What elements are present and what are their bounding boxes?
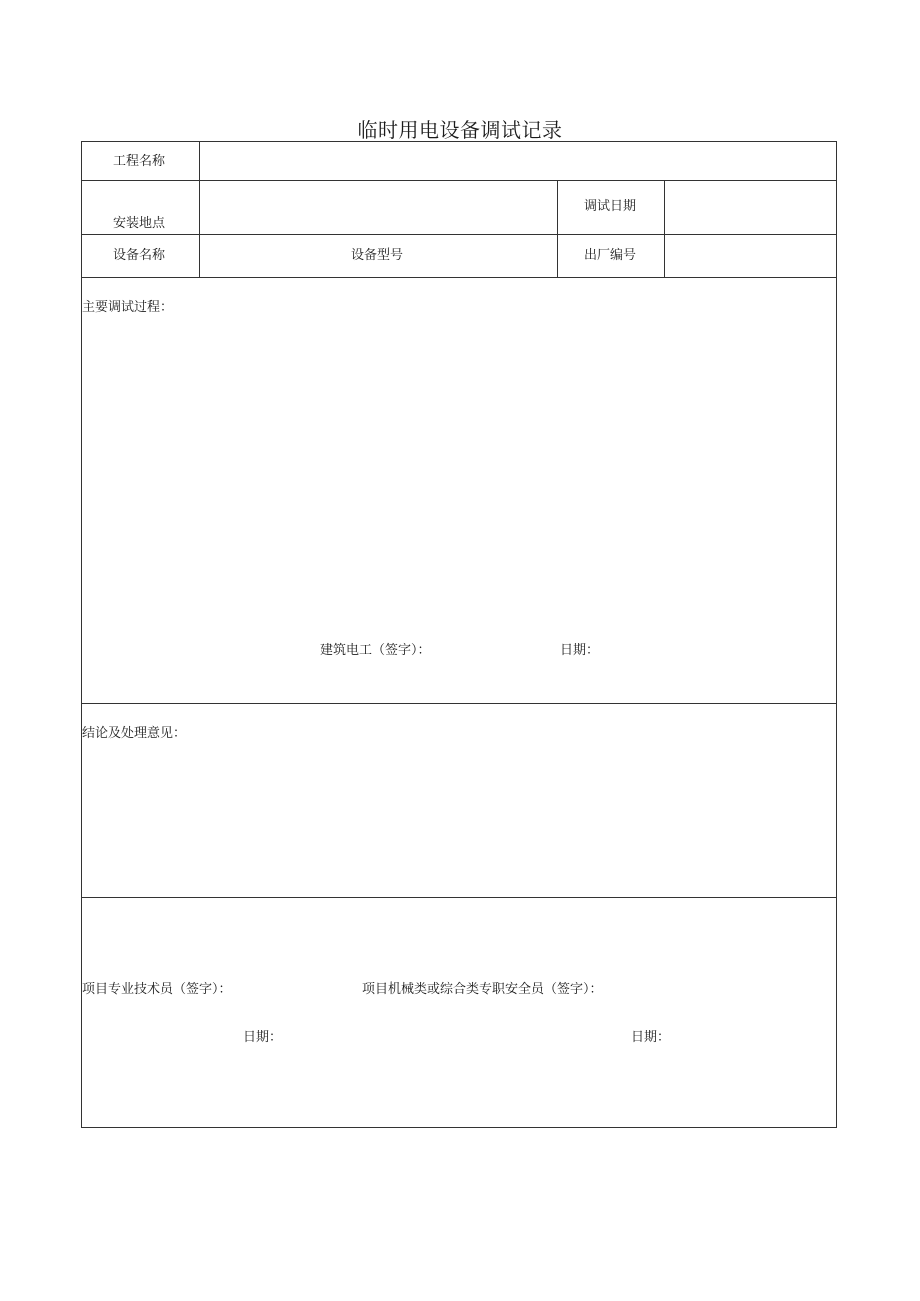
section-divider xyxy=(82,897,836,898)
column-divider xyxy=(557,180,558,277)
project-name-field[interactable] xyxy=(200,142,836,180)
equipment-model-label: 设备型号 xyxy=(351,248,404,263)
debug-record-form xyxy=(81,141,837,1128)
process-text-area[interactable] xyxy=(82,322,836,622)
technician-sign-label: 项目专业技术员（签字）： xyxy=(82,982,232,997)
serial-number-label: 出厂编号 xyxy=(584,248,637,263)
process-label: 主要调试过程： xyxy=(82,300,174,315)
conclusion-label: 结论及处理意见： xyxy=(82,726,187,741)
electrician-sign-label: 建筑电工（签字）： xyxy=(320,643,431,658)
page-title: 临时用电设备调试记录 xyxy=(357,118,563,142)
serial-number-field[interactable] xyxy=(665,235,836,277)
install-location-field[interactable] xyxy=(200,181,557,234)
section-divider xyxy=(82,703,836,704)
equipment-name-label: 设备名称 xyxy=(113,248,166,263)
safety-officer-sign-label: 项目机械类或综合类专职安全员（签字）： xyxy=(362,982,603,997)
safety-officer-date-label: 日期： xyxy=(631,1030,671,1045)
debug-date-label: 调试日期 xyxy=(584,199,637,214)
process-date-label: 日期： xyxy=(560,643,600,658)
technician-date-label: 日期： xyxy=(243,1030,283,1045)
install-location-label: 安装地点 xyxy=(113,216,166,231)
debug-date-field[interactable] xyxy=(665,181,836,234)
conclusion-text-area[interactable] xyxy=(82,748,836,896)
row-divider xyxy=(82,277,836,278)
project-name-label: 工程名称 xyxy=(113,154,166,169)
